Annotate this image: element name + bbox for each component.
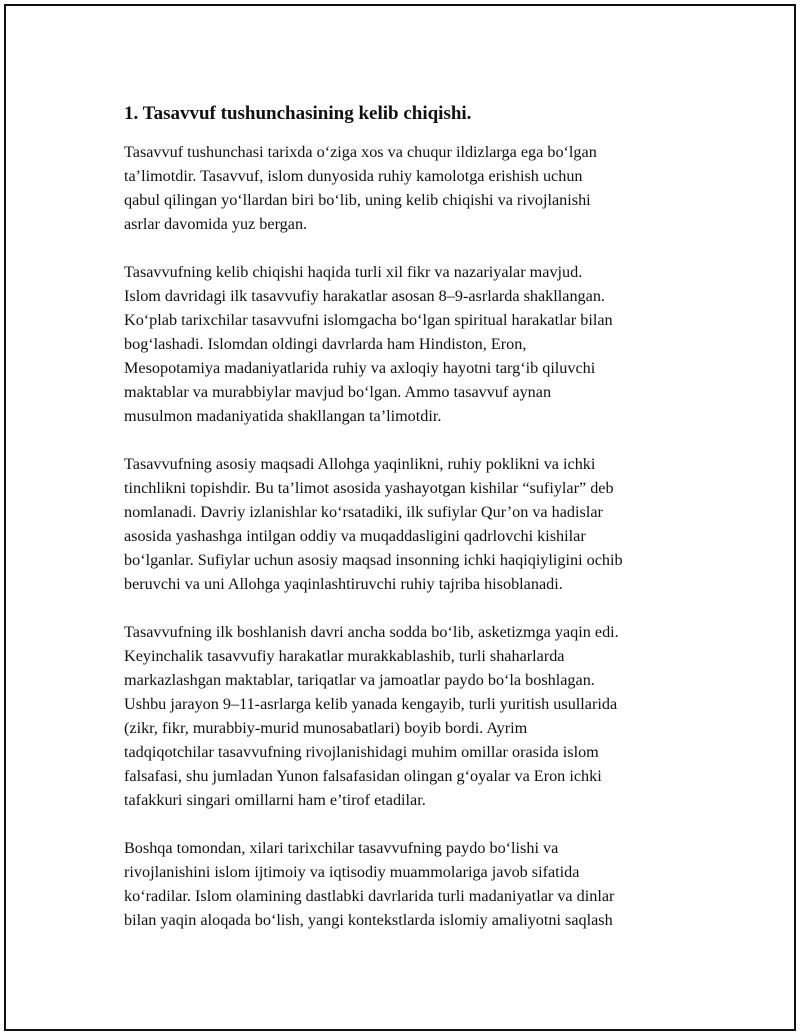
- paragraph-line: bo‘lganlar. Sufiylar uchun asosiy maqsad insonning ichki haqiqiyligini ochib: [124, 551, 623, 569]
- paragraph-line: bilan yaqin aloqada bo‘lish, yangi kontekstlarda islomiy amaliyotni saqlash: [124, 911, 613, 929]
- paragraph-line: (zikr, fikr, murabbiy-murid munosabatlari) boyib bordi. Ayrim: [124, 719, 528, 737]
- paragraph-line: ta’limotdir. Tasavvuf, islom dunyosida ruhiy kamolotga erishish uchun: [124, 167, 583, 185]
- paragraph: [124, 836, 704, 932]
- paragraph-line: Ushbu jarayon 9–11-asrlarga kelib yanada kengayib, turli yuritish usullarida: [124, 695, 618, 713]
- page-frame: [4, 4, 796, 1031]
- paragraph-line: tadqiqotchilar tasavvufning rivojlanishidagi muhim omillar orasida islom: [124, 743, 599, 761]
- paragraph-line: nomlanadi. Davriy izlanishlar ko‘rsatadiki, ilk sufiylar Qur’on va hadislar: [124, 503, 603, 521]
- document-title: 1. Tasavvuf tushunchasining kelib chiqishi.: [124, 103, 472, 124]
- paragraph-line: Islom davridagi ilk tasavvufiy harakatlar asosan 8–9-asrlarda shakllangan.: [124, 287, 605, 305]
- paragraph-line: markazlashgan maktablar, tariqatlar va jamoatlar paydo bo‘la boshlagan.: [124, 671, 595, 689]
- paragraph: [124, 452, 704, 596]
- paragraph-line: tafakkuri singari omillarni ham e’tirof etadilar.: [124, 791, 426, 809]
- document-body: [124, 102, 704, 956]
- paragraph: [124, 260, 704, 428]
- paragraph-line: rivojlanishini islom ijtimoiy va iqtisodiy muammolariga javob sifatida: [124, 863, 580, 881]
- paragraph-line: tinchlikni topishdir. Bu ta’limot asosida yashayotgan kishilar “sufiylar” deb: [124, 479, 614, 497]
- paragraph-line: maktablar va murabbiylar mavjud bo‘lgan. Ammo tasavvuf aynan: [124, 383, 552, 401]
- paragraph: [124, 620, 704, 812]
- paragraph-line: Tasavvuf tushunchasi tarixda o‘ziga xos va chuqur ildizlarga ega bo‘lgan: [124, 143, 597, 161]
- paragraph-line: Tasavvufning ilk boshlanish davri ancha sodda bo‘lib, asketizmga yaqin edi.: [124, 623, 619, 641]
- paragraph-line: Ko‘plab tarixchilar tasavvufni islomgacha bo‘lgan spiritual harakatlar bilan: [124, 311, 613, 329]
- paragraph-line: ko‘radilar. Islom olamining dastlabki davrlarida turli madaniyatlar va dinlar: [124, 887, 615, 905]
- paragraph: [124, 140, 704, 236]
- paragraph-list: [124, 140, 704, 932]
- paragraph-line: qabul qilingan yo‘llardan biri bo‘lib, uning kelib chiqishi va rivojlanishi: [124, 191, 591, 209]
- paragraph-line: Boshqa tomondan, xilari tarixchilar tasavvufning paydo bo‘lishi va: [124, 839, 559, 857]
- paragraph-line: asosida yashashga intilgan oddiy va muqaddasligini qadrlovchi kishilar: [124, 527, 586, 545]
- paragraph-line: Mesopotamiya madaniyatlarida ruhiy va axloqiy hayotni targ‘ib qiluvchi: [124, 359, 596, 377]
- paragraph-line: Tasavvufning kelib chiqishi haqida turli xil fikr va nazariyalar mavjud.: [124, 263, 583, 281]
- paragraph-line: beruvchi va uni Allohga yaqinlashtiruvchi ruhiy tajriba hisoblanadi.: [124, 575, 563, 593]
- paragraph-line: falsafasi, shu jumladan Yunon falsafasidan olingan g‘oyalar va Eron ichki: [124, 767, 602, 785]
- paragraph-line: bog‘lashadi. Islomdan oldingi davrlarda ham Hindiston, Eron,: [124, 335, 527, 353]
- paragraph-line: asrlar davomida yuz bergan.: [124, 215, 308, 233]
- paragraph-line: musulmon madaniyatida shakllangan ta’limotdir.: [124, 407, 442, 425]
- paragraph-line: Tasavvufning asosiy maqsadi Allohga yaqinlikni, ruhiy poklikni va ichki: [124, 455, 596, 473]
- paragraph-line: Keyinchalik tasavvufiy harakatlar murakkablashib, turli shaharlarda: [124, 647, 565, 665]
